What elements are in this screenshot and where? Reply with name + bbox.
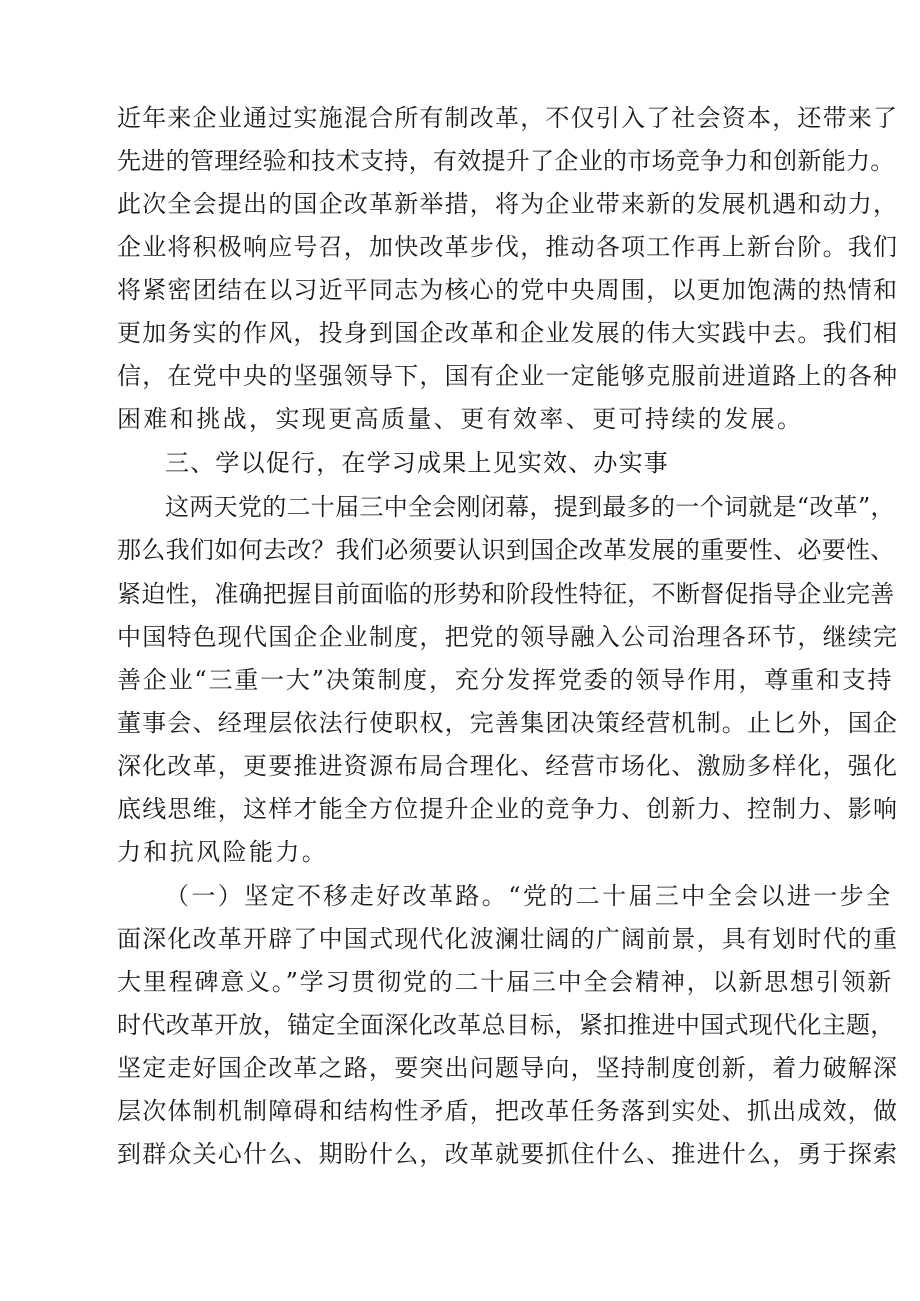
paragraph-line: 深化改革，更要推进资源布局合理化、经营市场化、激励多样化，强化 <box>117 752 899 780</box>
paragraph-line: （一）坚定不移走好改革路。“党的二十届三中全会以进一步全 <box>165 882 893 910</box>
paragraph-line: 中国特色现代国企企业制度，把党的领导融入公司治理各环节，继续完 <box>117 623 899 651</box>
paragraph-line: 企业将积极响应号召，加快改革步伐，推动各项工作再上新台阶。我们 <box>117 233 899 261</box>
paragraph-line: 更加务实的作风，投身到国企改革和企业发展的伟大实践中去。我们相 <box>117 319 899 347</box>
paragraph-line: 困难和挑战，实现更高质量、更有效率、更可持续的发展。 <box>117 405 804 433</box>
paragraph-line: 先进的管理经验和技术支持，有效提升了企业的市场竞争力和创新能力。 <box>117 147 895 175</box>
paragraph-line: 底线思维，这样才能全方位提升企业的竞争力、创新力、控制力、影响 <box>117 795 899 823</box>
paragraph-line: 此次全会提出的国企改革新举措，将为企业带来新的发展机遇和动力， <box>117 190 899 218</box>
paragraph-line: 信，在党中央的坚强领导下，国有企业一定能够克服前进道路上的各种 <box>117 362 899 390</box>
paragraph-line: 善企业“三重一大”决策制度，充分发挥党委的领导作用，尊重和支持 <box>117 666 894 694</box>
paragraph-line: 紧迫性，准确把握目前面临的形势和阶段性特征，不断督促指导企业完善 <box>117 580 895 608</box>
paragraph-line: 坚定走好国企改革之路，要突出问题导向，坚持制度创新，着力破解深 <box>117 1054 899 1082</box>
paragraph-line: 近年来企业通过实施混合所有制改革，不仅引入了社会资本，还带来了 <box>117 104 899 132</box>
paragraph-line: 董事会、经理层依法行使职权，完善集团决策经营机制。止匕外，国企 <box>117 709 899 737</box>
section-heading: 三、学以促行，在学习成果上见实效、办实事 <box>165 449 669 477</box>
paragraph-line: 将紧密团结在以习近平同志为核心的党中央周围，以更加饱满的热情和 <box>117 276 899 304</box>
paragraph-line: 力和抗风险能力。 <box>117 838 329 866</box>
paragraph-line: 层次体制机制障碍和结构性矛盾，把改革任务落到实处、抓出成效，做 <box>117 1097 899 1125</box>
paragraph-line: 面深化改革开辟了中国式现代化波澜壮阔的广阔前景，具有划时代的重 <box>117 925 899 953</box>
paragraph-line: 这两天党的二十届三中全会刚闭幕，提到最多的一个词就是“改革”， <box>165 493 895 521</box>
paragraph-line: 时代改革开放，锚定全面深化改革总目标，紧扣推进中国式现代化主题， <box>117 1011 895 1039</box>
paragraph-line: 到群众关心什么、期盼什么，改革就要抓住什么、推进什么，勇于探索 <box>117 1140 899 1168</box>
paragraph-line: 那么我们如何去改？我们必须要认识到国企改革发展的重要性、必要性、 <box>117 536 895 564</box>
paragraph-line: 大里程碑意义。”学习贯彻党的二十届三中全会精神，以新思想引领新 <box>117 968 894 996</box>
